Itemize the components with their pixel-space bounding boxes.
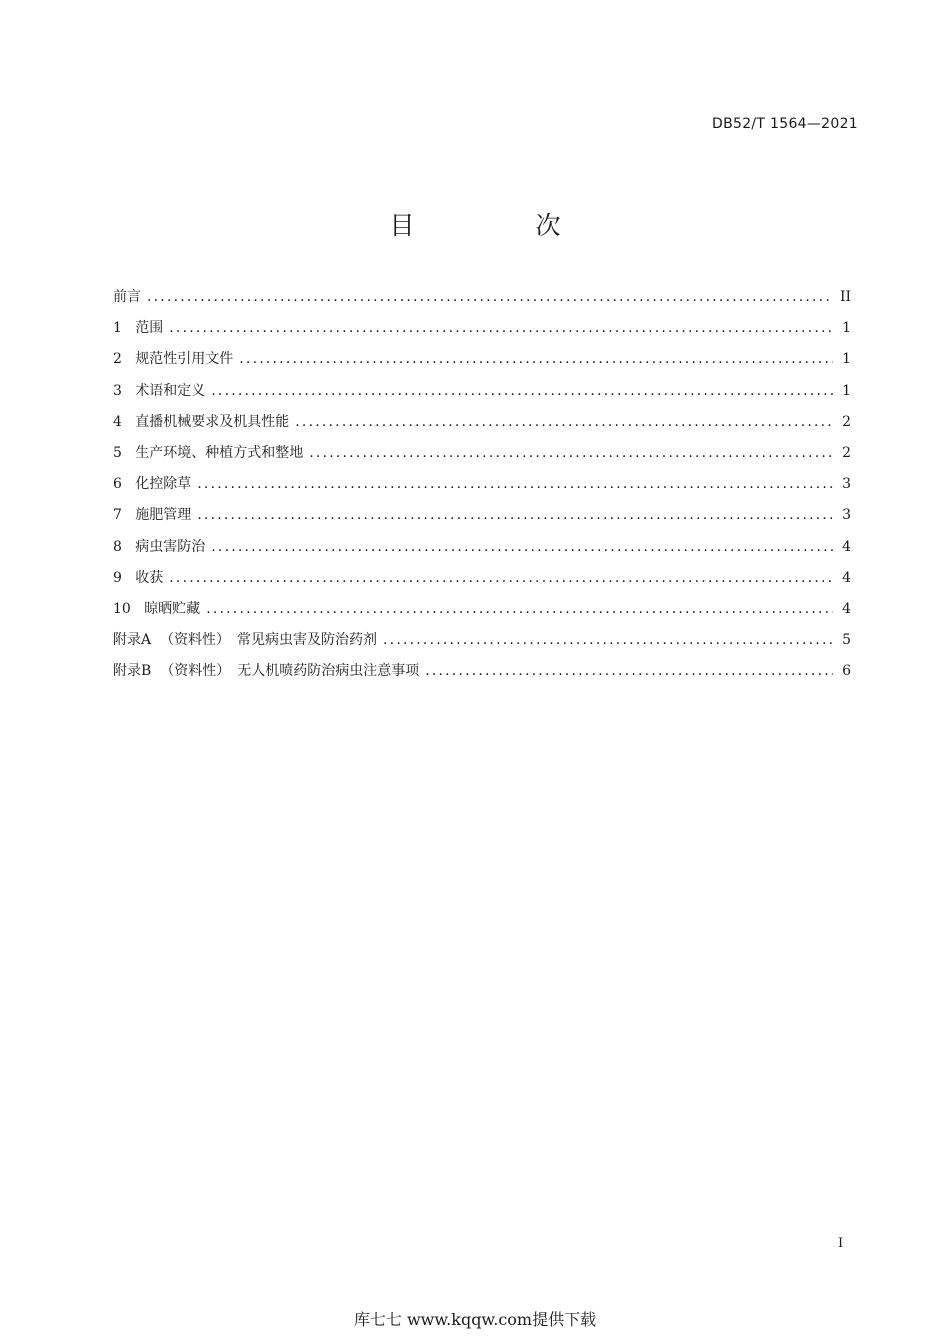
toc-item-page: 5 bbox=[842, 632, 851, 649]
toc-item-label: 化控除草 bbox=[135, 476, 192, 493]
toc-item-6[interactable] bbox=[113, 473, 851, 504]
toc-item-number: 3 bbox=[113, 382, 122, 399]
toc-item-5[interactable] bbox=[113, 442, 851, 473]
toc-item-foreword[interactable] bbox=[113, 286, 851, 317]
toc-item-page: 1 bbox=[842, 351, 851, 368]
toc-item-number: 4 bbox=[113, 413, 122, 430]
toc-item-number: 8 bbox=[113, 538, 122, 555]
toc-item-9[interactable] bbox=[113, 567, 851, 598]
toc-leader-dots bbox=[147, 286, 833, 308]
toc-item-number: 附录A bbox=[113, 632, 152, 649]
toc-title: 目 次 bbox=[389, 211, 609, 240]
toc-leader-dots bbox=[211, 536, 833, 558]
toc-item-number: 9 bbox=[113, 569, 122, 586]
toc-item-page: II bbox=[839, 289, 851, 305]
toc-leader-dots bbox=[197, 504, 833, 526]
toc-leader-dots bbox=[239, 348, 833, 370]
toc-item-label: 生产环境、种植方式和整地 bbox=[135, 444, 304, 461]
toc-item-page: 1 bbox=[842, 382, 851, 399]
toc-leader-dots bbox=[309, 442, 833, 464]
toc-leader-dots bbox=[425, 660, 833, 682]
toc-item-number: 2 bbox=[113, 351, 122, 368]
toc-item-4[interactable] bbox=[113, 411, 851, 442]
toc-item-page: 4 bbox=[842, 600, 851, 617]
toc-leader-dots bbox=[295, 411, 833, 433]
toc-item-appendix-a[interactable] bbox=[113, 629, 851, 660]
toc-item-appendix-b[interactable] bbox=[113, 660, 851, 691]
table-of-contents bbox=[113, 286, 851, 691]
toc-item-label: （资料性） 无人机喷药防治病虫注意事项 bbox=[160, 663, 420, 680]
toc-item-label: 晾晒贮藏 bbox=[144, 600, 201, 617]
toc-item-label: 规范性引用文件 bbox=[135, 351, 234, 368]
toc-item-2[interactable] bbox=[113, 348, 851, 379]
toc-leader-dots bbox=[206, 598, 833, 620]
toc-item-page: 2 bbox=[842, 444, 851, 461]
toc-leader-dots bbox=[211, 380, 833, 402]
document-code: DB52/T 1564—2021 bbox=[712, 116, 858, 132]
toc-item-page: 3 bbox=[842, 476, 851, 493]
toc-item-page: 6 bbox=[842, 663, 851, 680]
toc-leader-dots bbox=[169, 317, 833, 339]
toc-item-10[interactable] bbox=[113, 598, 851, 629]
toc-item-7[interactable] bbox=[113, 504, 851, 535]
toc-item-1[interactable] bbox=[113, 317, 851, 348]
toc-item-number: 10 bbox=[113, 600, 131, 617]
toc-item-page: 1 bbox=[842, 320, 851, 337]
toc-item-page: 4 bbox=[842, 538, 851, 555]
toc-item-label: 收获 bbox=[135, 569, 164, 586]
toc-item-label: 直播机械要求及机具性能 bbox=[135, 413, 290, 430]
toc-item-page: 2 bbox=[842, 413, 851, 430]
toc-item-label: 术语和定义 bbox=[135, 382, 206, 399]
toc-leader-dots bbox=[383, 629, 833, 651]
toc-item-label: 前言 bbox=[113, 289, 141, 305]
toc-leader-dots bbox=[197, 473, 833, 495]
toc-item-8[interactable] bbox=[113, 536, 851, 567]
download-watermark: 库七七 www.kqqw.com提供下载 bbox=[353, 1310, 597, 1329]
toc-item-page: 4 bbox=[842, 569, 851, 586]
toc-item-label: 病虫害防治 bbox=[135, 538, 206, 555]
page-number: I bbox=[838, 1236, 844, 1251]
toc-item-number: 7 bbox=[113, 507, 122, 524]
toc-item-number: 附录B bbox=[113, 663, 152, 680]
toc-leader-dots bbox=[169, 567, 833, 589]
toc-item-label: 范围 bbox=[135, 320, 164, 337]
toc-item-number: 6 bbox=[113, 476, 122, 493]
toc-item-page: 3 bbox=[842, 507, 851, 524]
toc-item-number: 1 bbox=[113, 320, 122, 337]
toc-item-label: （资料性） 常见病虫害及防治药剂 bbox=[160, 632, 378, 649]
toc-item-number: 5 bbox=[113, 444, 122, 461]
toc-item-label: 施肥管理 bbox=[135, 507, 192, 524]
toc-item-3[interactable] bbox=[113, 380, 851, 411]
